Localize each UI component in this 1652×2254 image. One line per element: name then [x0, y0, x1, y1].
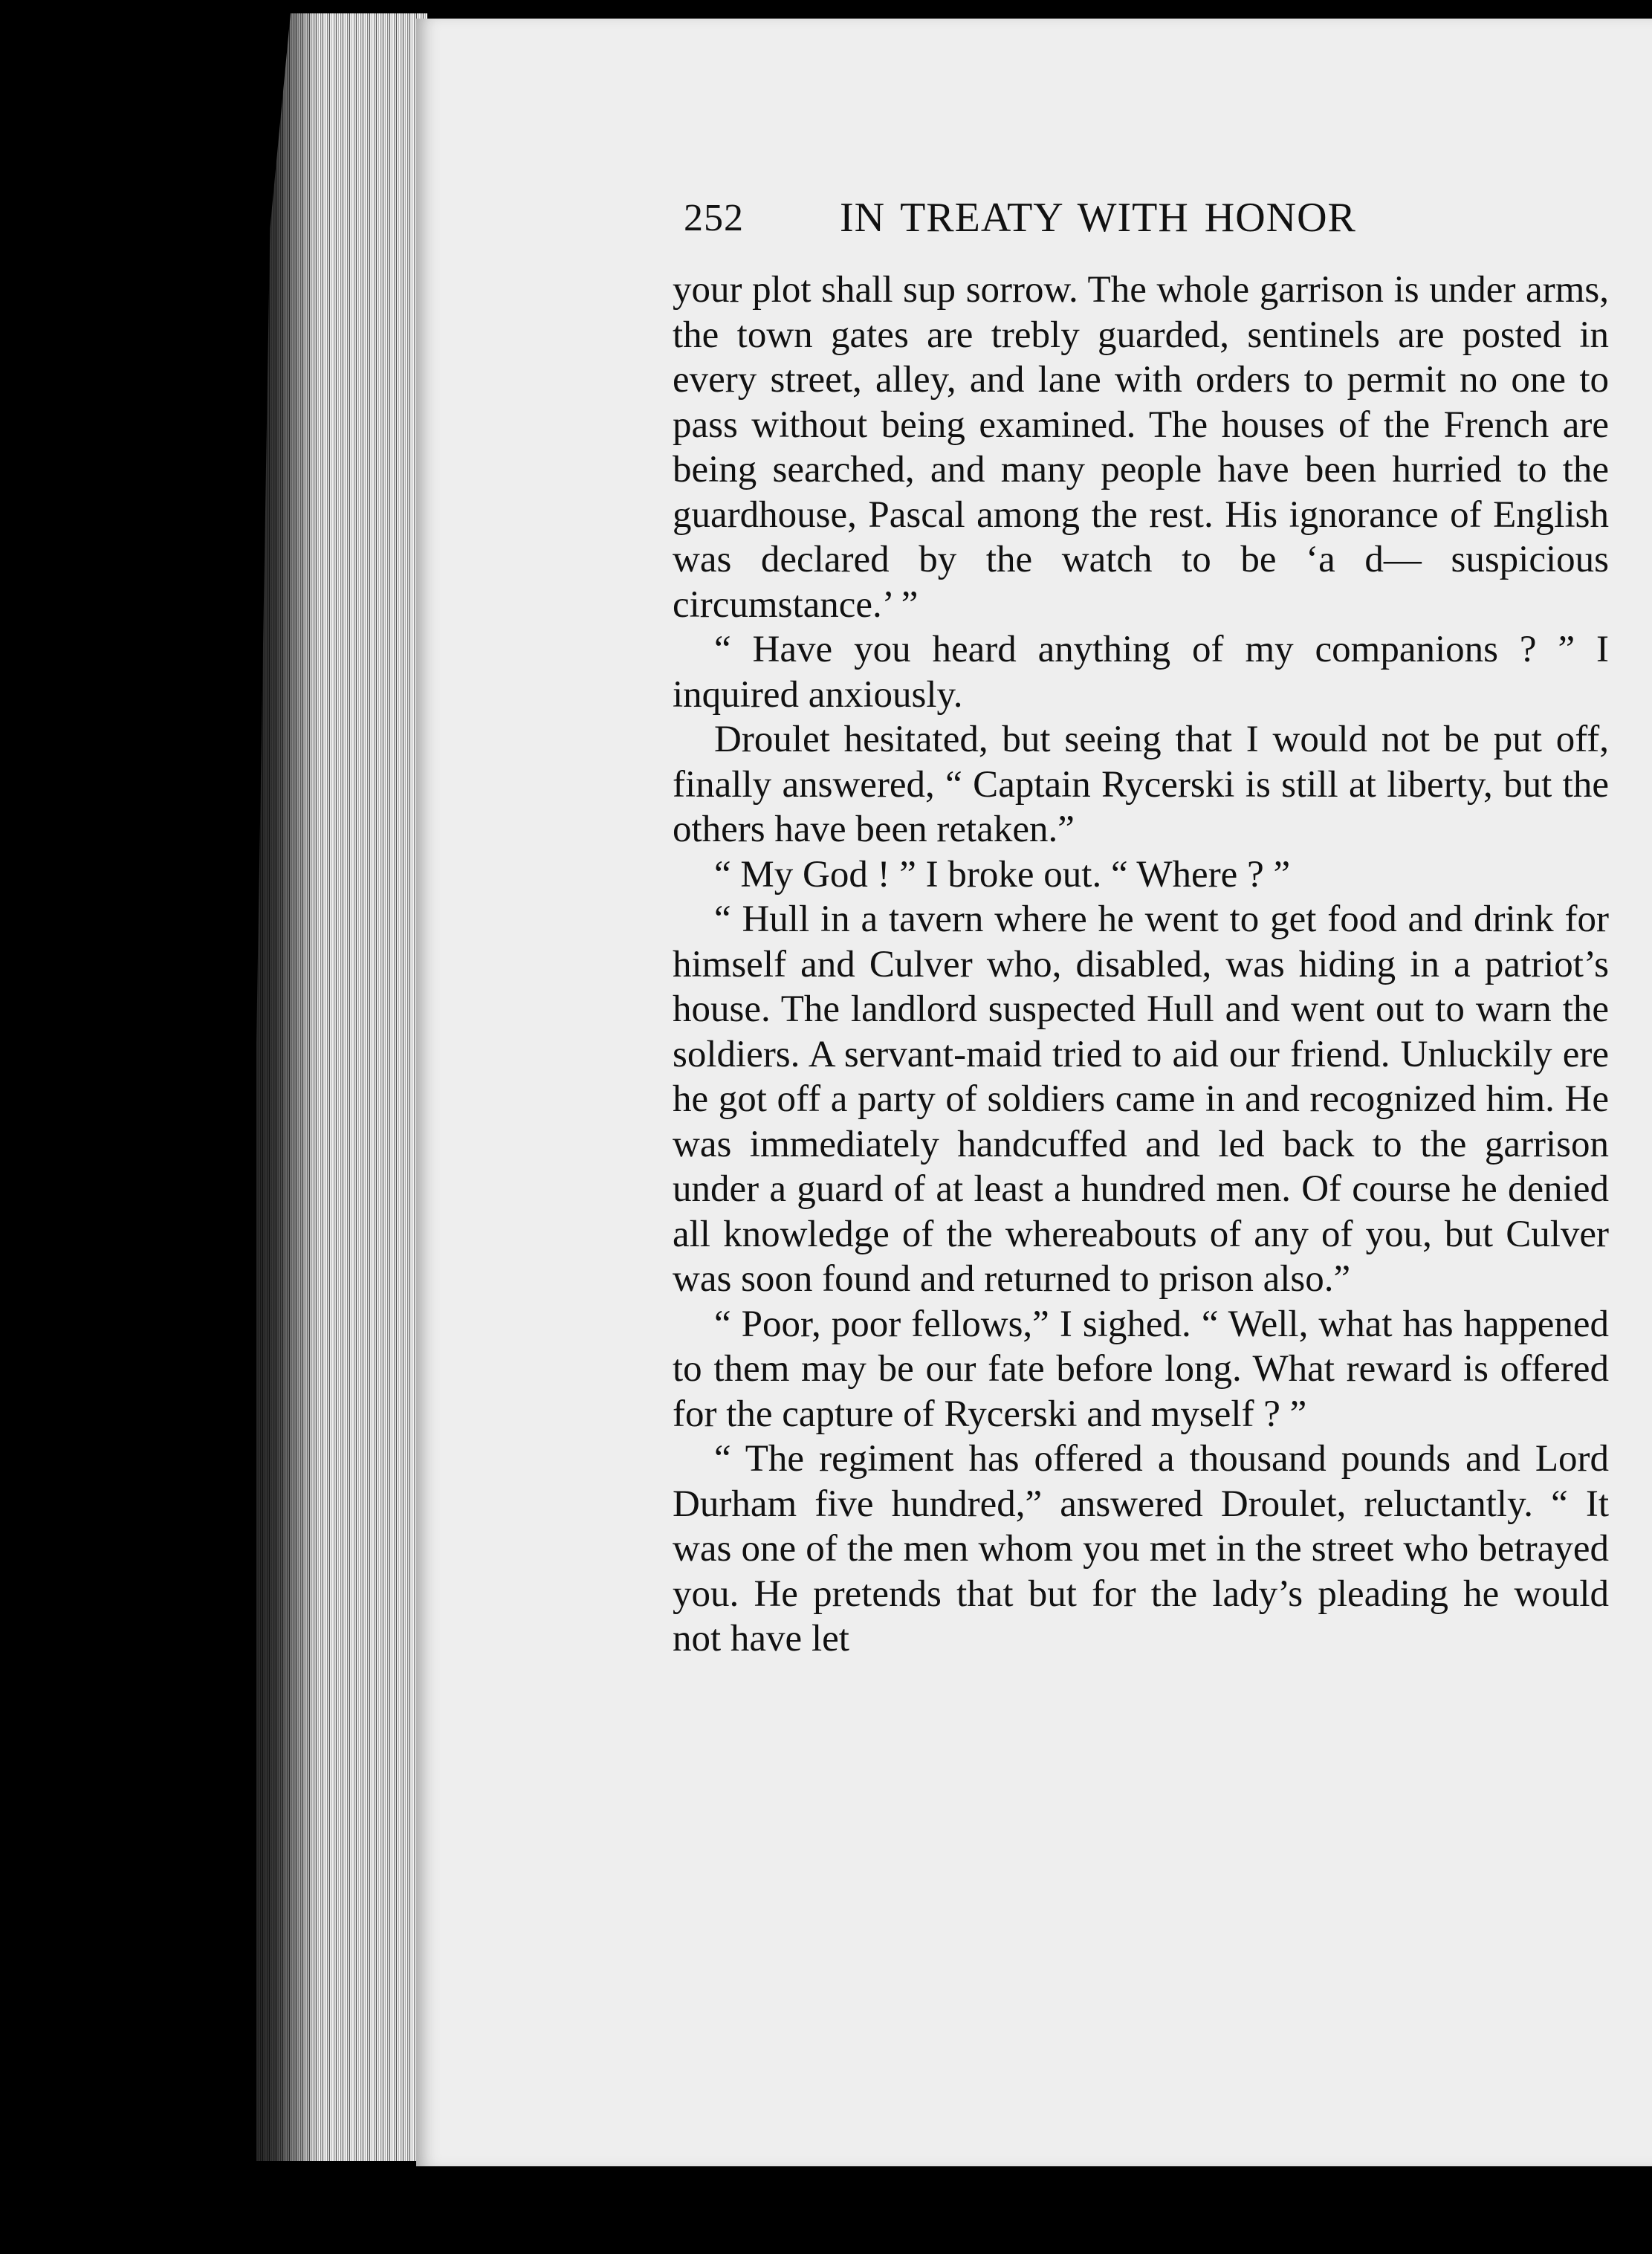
binding-shadow [223, 0, 320, 2254]
paragraph-4: “ My God ! ” I broke out. “ Where ? ” [714, 853, 1291, 896]
paragraph-6: “ Poor, poor fellows,” I sighed. “ Well, what has happened to them may be our fate before long. What reward is offered for the capture of Rycerski and myself ? ” [673, 1303, 1609, 1435]
paragraph-3: Droulet hesitated, but seeing that I would not be put off, finally answered, “ Captain Rycerski is still at liberty, but the others have been retaken.” [673, 719, 1609, 850]
body-text [673, 268, 1609, 1662]
running-head [673, 178, 1609, 268]
page-number: 252 [684, 197, 744, 239]
paragraph-2: “ Have you heard anything of my companions ? ” I inquired anxiously. [673, 629, 1609, 716]
scan-border [0, 2166, 1652, 2254]
page-content [673, 178, 1609, 1662]
paragraph-1: your plot shall sup sorrow. The whole garrison is under arms, the town gates are trebly guarded, sentinels are posted in every street, alley, and lane with orders to permit no one to pass without being examined. The houses of the French are being searched, and many people have been hurried to the guardhouse, Pascal among the rest. His ignorance of English was declared by the watch to be ‘a d— suspicious circumstance.’ ” [673, 269, 1609, 626]
running-title: IN TREATY WITH HONOR [840, 195, 1356, 241]
paragraph-5: “ Hull in a tavern where he went to get food and drink for himself and Culver who, disabled, was hiding in a patriot’s house. The landlord suspected Hull and went out to warn the soldiers. A servant-maid tried to aid our friend. Unluckily ere he got off a party of soldiers came in and recognized him. He was immediately handcuffed and led back to the garrison under a guard of at least a hundred men. Of course he denied all knowledge of the whereabouts of any of you, but Culver was soon found and returned to prison also.” [673, 898, 1609, 1300]
paragraph-7: “ The regiment has offered a thousand pounds and Lord Durham five hundred,” answered Droulet, reluctantly. “ It was one of the men whom you met in the street who betrayed you. He pretends that but for the lady’s pleading he would not have let [673, 1438, 1609, 1659]
